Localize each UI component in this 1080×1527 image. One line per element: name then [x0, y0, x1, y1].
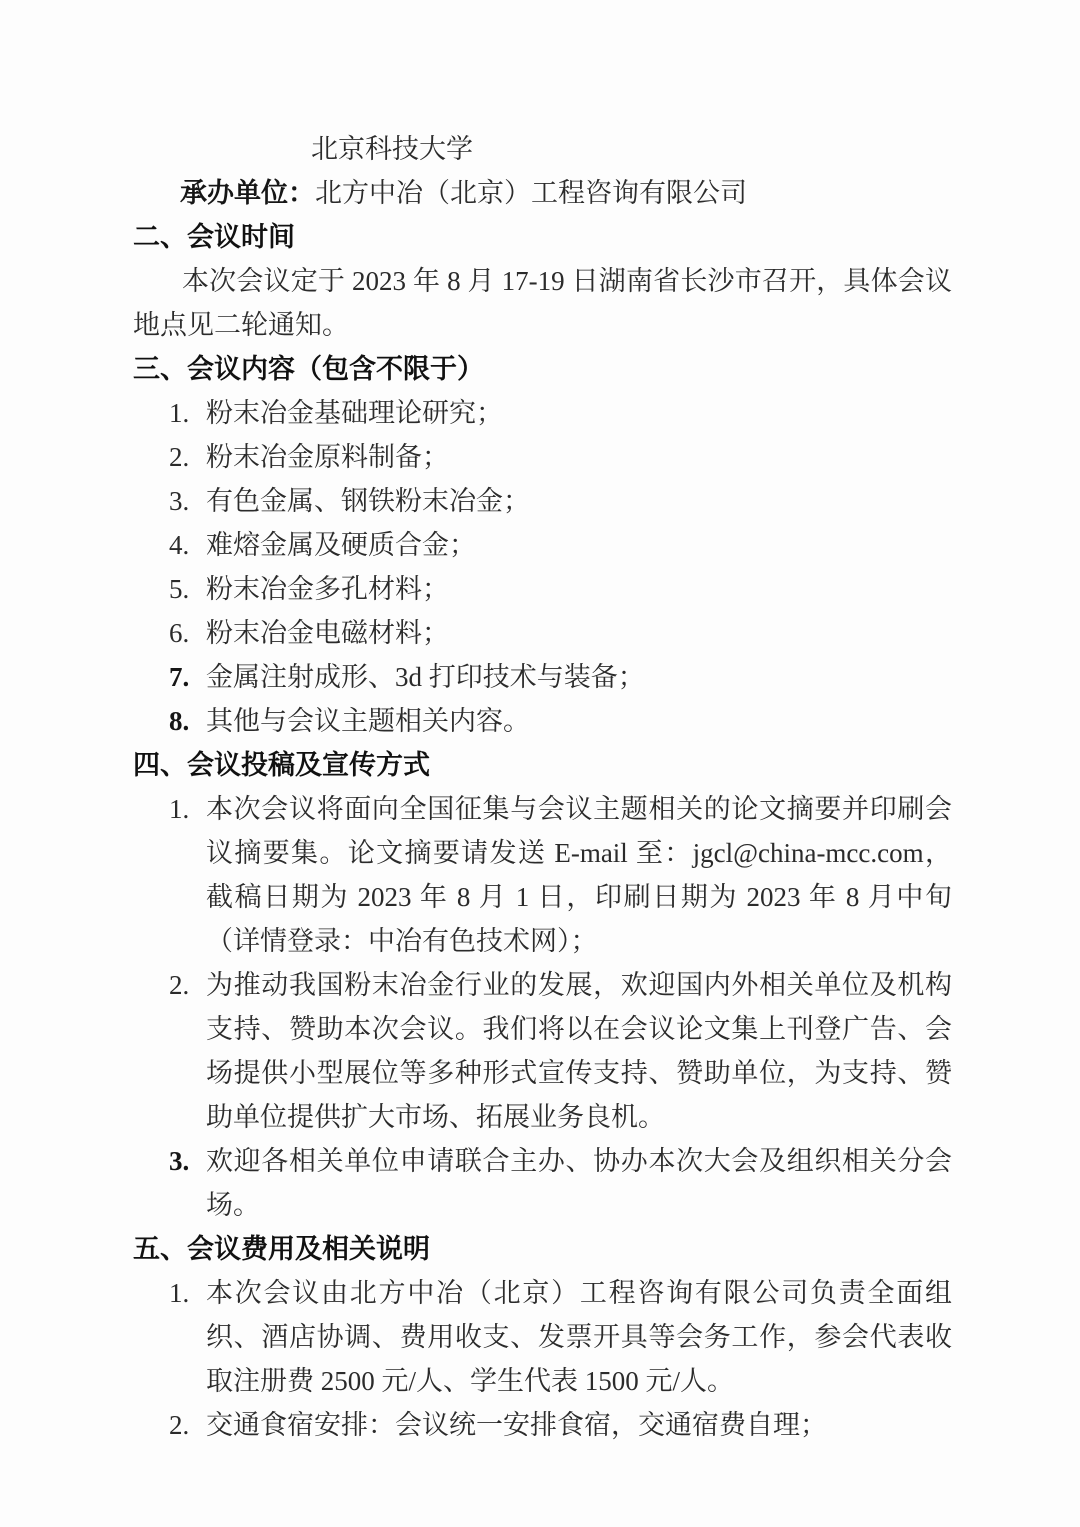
- list-item-text: 粉末冶金原料制备；: [206, 442, 449, 472]
- list-item-text: 粉末冶金多孔材料；: [206, 574, 449, 604]
- section-time-heading: 二、会议时间: [133, 222, 295, 252]
- list-item: [133, 567, 952, 611]
- section-time-paragraph: 本次会议定于 2023 年 8 月 17-19 日湖南省长沙市召开，具体会议地点见二轮通知。: [133, 266, 952, 340]
- list-number: 3.: [169, 1146, 190, 1176]
- conference-topics-list: [133, 391, 952, 743]
- list-item: [133, 523, 952, 567]
- list-item-text: 难熔金属及硬质合金；: [206, 530, 476, 560]
- fees-list: [133, 1271, 952, 1447]
- list-item-text: 交通食宿安排：会议统一安排食宿，交通宿费自理；: [206, 1410, 827, 1440]
- list-number: 8.: [169, 706, 190, 736]
- list-number: 1.: [169, 794, 190, 824]
- organizer-label: 承办单位：: [180, 178, 315, 208]
- list-item-text: 其他与会议主题相关内容。: [206, 706, 530, 736]
- list-item: [133, 699, 952, 743]
- list-item-text: 欢迎各相关单位申请联合主办、协办本次大会及组织相关分会场。: [206, 1146, 952, 1220]
- section-submission-heading: 四、会议投稿及宣传方式: [133, 750, 430, 780]
- list-item-text: 粉末冶金基础理论研究；: [206, 398, 503, 428]
- list-number: 5.: [169, 574, 190, 604]
- list-number: 2.: [169, 442, 190, 472]
- list-item: [133, 611, 952, 655]
- list-item: [133, 1271, 952, 1403]
- list-item-text: 为推动我国粉末冶金行业的发展，欢迎国内外相关单位及机构支持、赞助本次会议。我们将以在会议论文集上刊登广告、会场提供小型展位等多种形式宣传支持、赞助单位，为支持、赞助单位提供扩大市场、拓展业务良机。: [206, 970, 952, 1132]
- section-fees-heading: 五、会议费用及相关说明: [133, 1234, 430, 1264]
- organizer-value: 北方中冶（北京）工程咨询有限公司: [315, 178, 747, 208]
- list-number: 7.: [169, 662, 190, 692]
- list-number: 1.: [169, 398, 190, 428]
- list-number: 2.: [169, 970, 190, 1000]
- list-item: [133, 391, 952, 435]
- list-item: [133, 787, 952, 963]
- host-org-line: [311, 127, 952, 171]
- list-number: 4.: [169, 530, 190, 560]
- list-item: [133, 963, 952, 1139]
- list-item: [133, 479, 952, 523]
- list-number: 3.: [169, 486, 190, 516]
- list-item: [133, 1139, 952, 1227]
- organizer-line: [180, 171, 952, 215]
- list-number: 2.: [169, 1410, 190, 1440]
- list-item: [133, 655, 952, 699]
- list-item-text: 本次会议由北方中冶（北京）工程咨询有限公司负责全面组织、酒店协调、费用收支、发票开具等会务工作，参会代表收取注册费 2500 元/人、学生代表 1500 元/人。: [206, 1278, 952, 1396]
- list-item-text: 本次会议将面向全国征集与会议主题相关的论文摘要并印刷会议摘要集。论文摘要请发送 E-mail 至：jgcl@china-mcc.com，截稿日期为 2023 年 8 月 1 日，印刷日期为 2023 年 8 月中旬（详情登录：中冶有色技术网）；: [206, 794, 952, 956]
- submission-list: [133, 787, 952, 1227]
- section-content-heading: 三、会议内容（包含不限于）: [133, 354, 484, 384]
- list-item: [133, 1403, 952, 1447]
- list-item-text: 粉末冶金电磁材料；: [206, 618, 449, 648]
- host-org-name: 北京科技大学: [311, 134, 473, 164]
- list-number: 1.: [169, 1278, 190, 1308]
- list-number: 6.: [169, 618, 190, 648]
- list-item-text: 金属注射成形、3d 打印技术与装备；: [206, 662, 645, 692]
- list-item: [133, 435, 952, 479]
- list-item-text: 有色金属、钢铁粉末冶金；: [206, 486, 530, 516]
